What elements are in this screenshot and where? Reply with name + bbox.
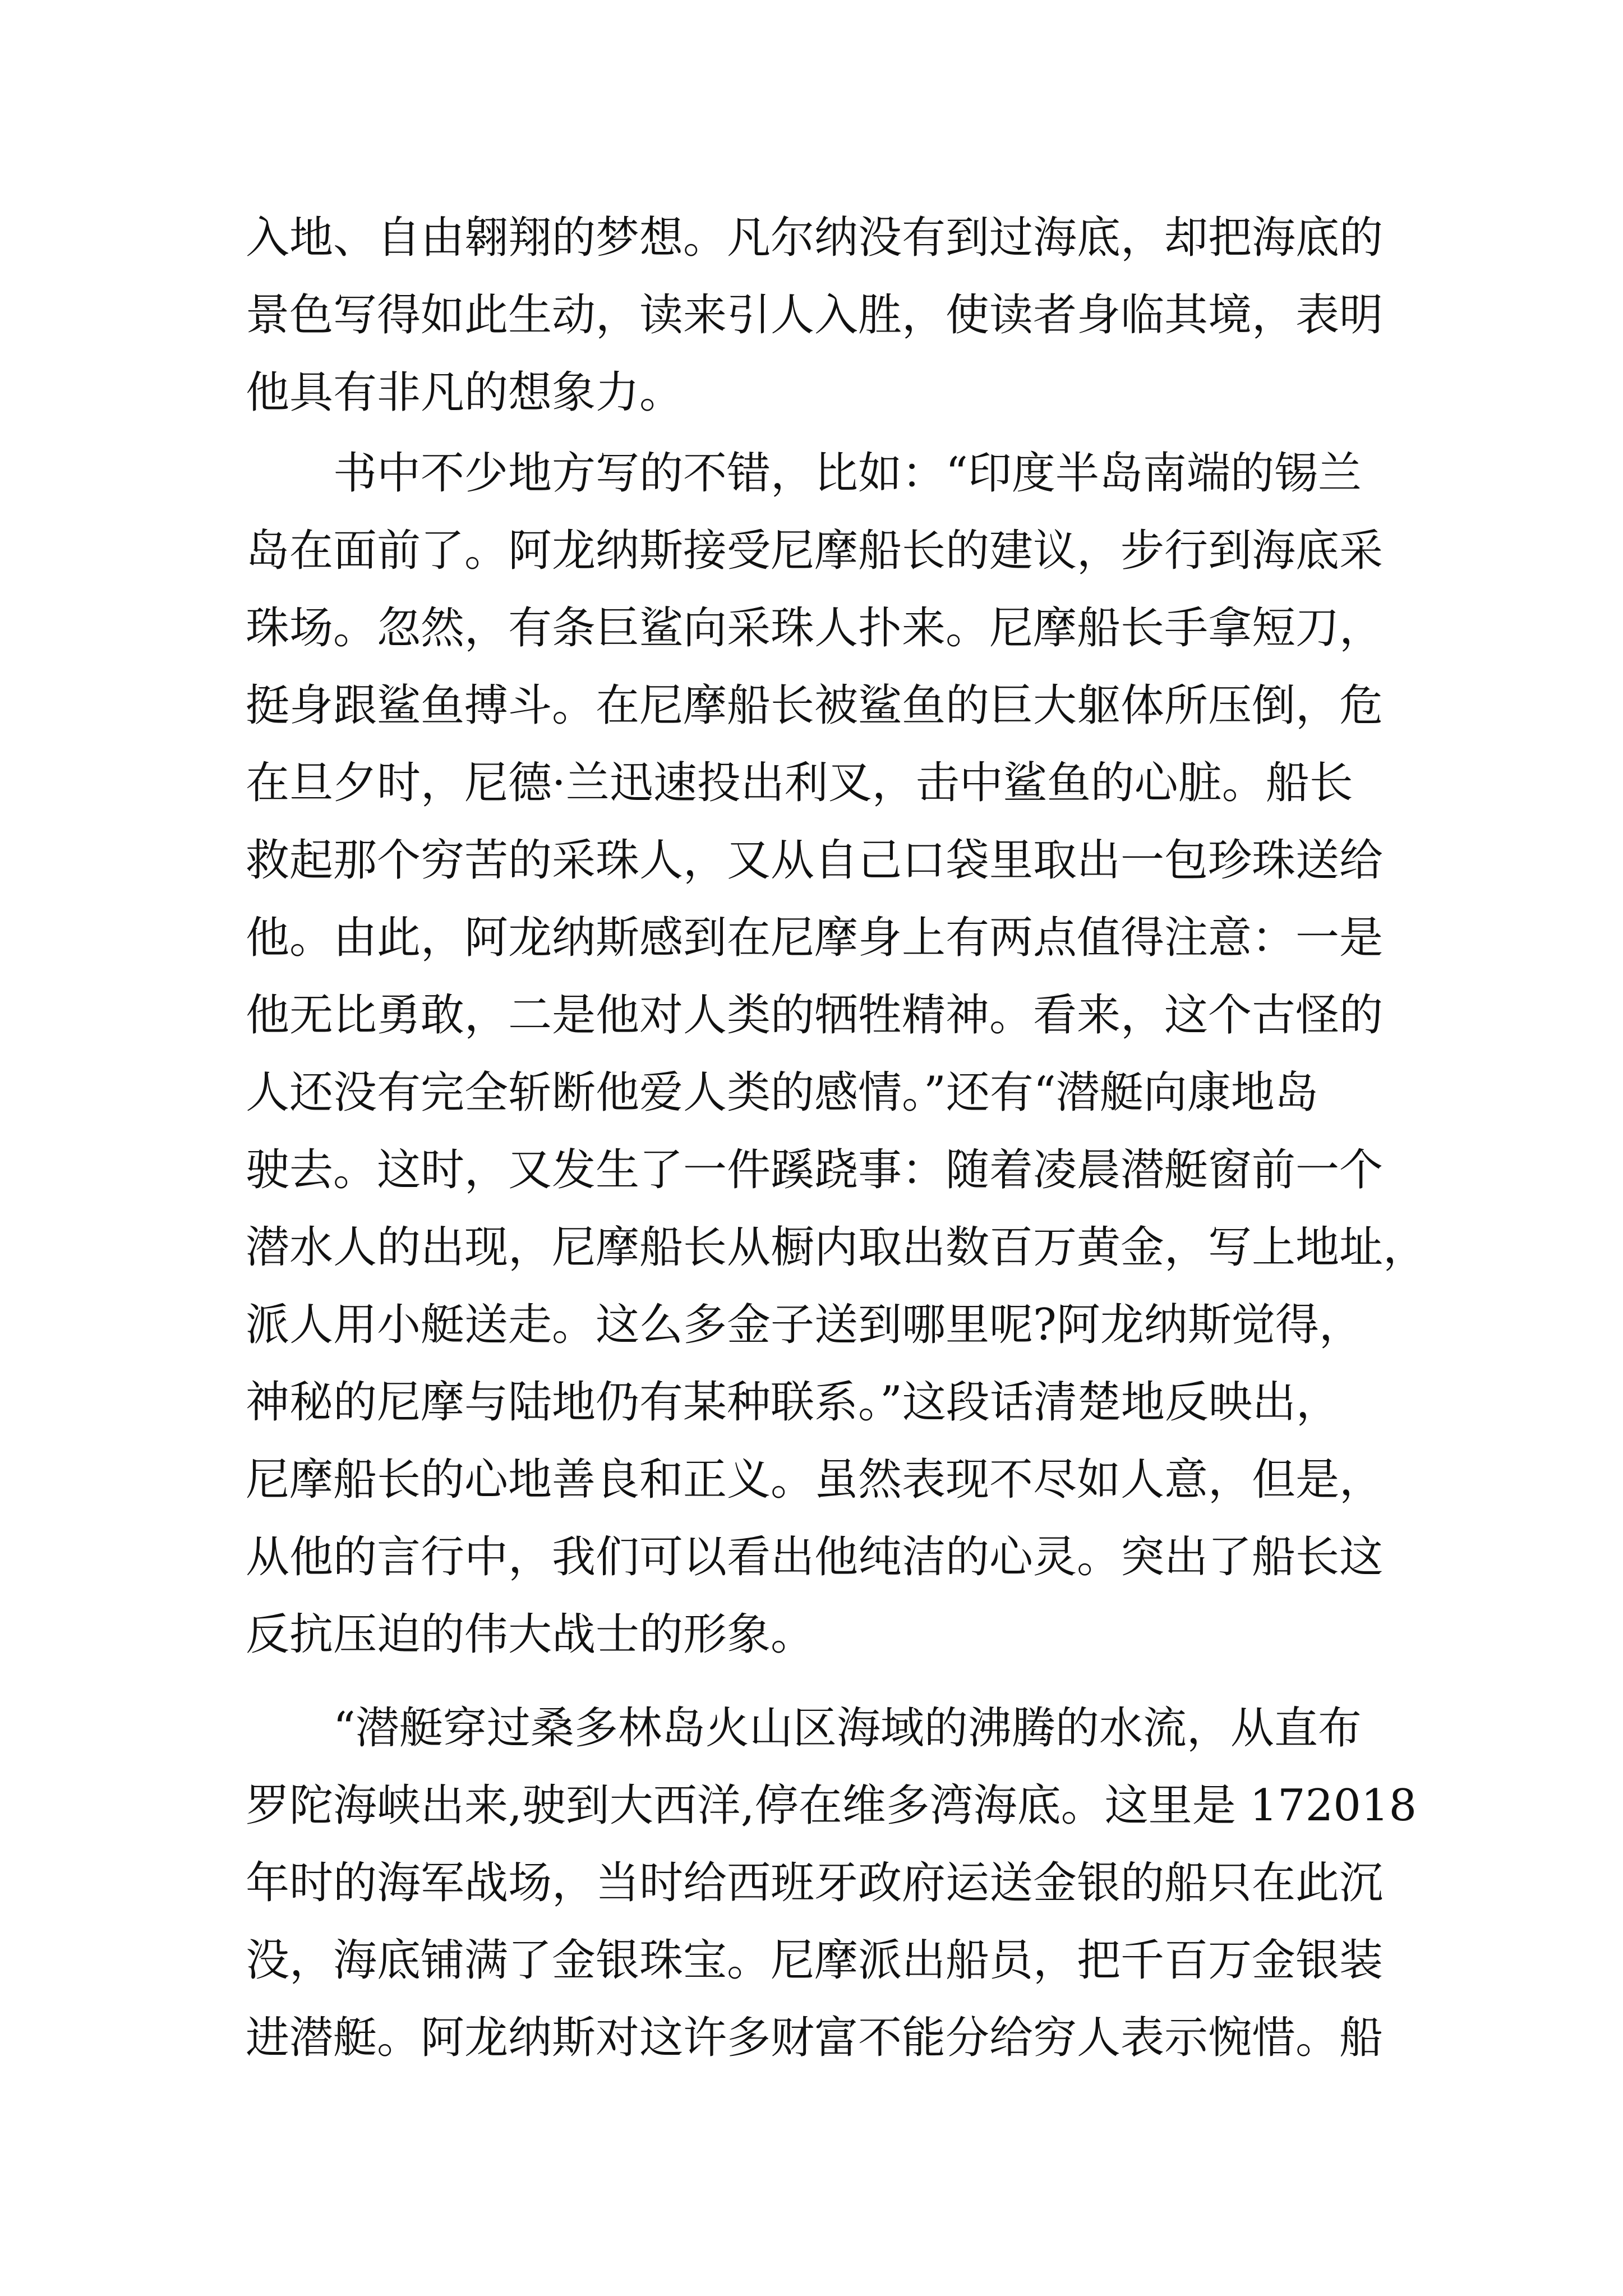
text-line: 书中不少地方写的不错，比如：“印度半岛南端的锡兰 [246,448,1362,499]
text-line: 尼摩船长的心地善良和正义。虽然表现不尽如人意，但是， [246,1455,1384,1505]
text-line: 罗陀海峡出来,驶到大西洋,停在维多湾海底。这里是 172018 [246,1780,1417,1831]
text-line: “潜艇穿过桑多林岛火山区海域的沸腾的水流，从直布 [246,1703,1362,1754]
paragraph-1 [246,199,1390,431]
text-line: 反抗压迫的伟大战士的形象。 [246,1609,815,1660]
text-line: 驶去。这时，又发生了一件蹊跷事：随着凌晨潜艇窗前一个 [246,1145,1384,1195]
text-line: 进潜艇。阿龙纳斯对这许多财富不能分给穷人表示惋惜。船 [246,2013,1384,2063]
paragraph-2 [246,435,1427,1673]
text-line: 他具有非凡的想象力。 [246,367,684,418]
text-line: 他无比勇敢，二是他对人类的牺牲精神。看来，这个古怪的 [246,990,1384,1041]
text-line: 年时的海军战场，当时给西班牙政府运送金银的船只在此沉 [246,1858,1384,1908]
text-line: 景色写得如此生动，读来引人入胜，使读者身临其境，表明 [246,290,1384,341]
text-line: 岛在面前了。阿龙纳斯接受尼摩船长的建议，步行到海底采 [246,526,1384,576]
text-line: 人还没有完全斩断他爱人类的感情。”还有“潜艇向康地岛 [246,1068,1318,1118]
text-line: 在旦夕时，尼德·兰迅速投出利叉，击中鲨鱼的心脏。船长 [246,758,1353,808]
text-line: 神秘的尼摩与陆地仍有某种联系。”这段话清楚地反映出， [246,1377,1340,1428]
paragraph-3 [246,1690,1417,2077]
text-line: 从他的言行中，我们可以看出他纯洁的心灵。突出了船长这 [246,1532,1384,1582]
text-line: 救起那个穷苦的采珠人，又从自己口袋里取出一包珍珠送给 [246,835,1384,886]
text-line: 他。由此，阿龙纳斯感到在尼摩身上有两点值得注意：一是 [246,913,1384,963]
text-line: 入地、自由翱翔的梦想。凡尔纳没有到过海底，却把海底的 [246,213,1384,263]
text-line: 珠场。忽然，有条巨鲨向采珠人扑来。尼摩船长手拿短刀， [246,603,1384,654]
text-line: 挺身跟鲨鱼搏斗。在尼摩船长被鲨鱼的巨大躯体所压倒，危 [246,680,1384,731]
text-line: 派人用小艇送走。这么多金子送到哪里呢?阿龙纳斯觉得， [246,1300,1363,1350]
text-line: 潜水人的出现，尼摩船长从橱内取出数百万黄金，写上地址， [246,1222,1427,1273]
text-line: 没，海底铺满了金银珠宝。尼摩派出船员，把千百万金银装 [246,1935,1384,1986]
